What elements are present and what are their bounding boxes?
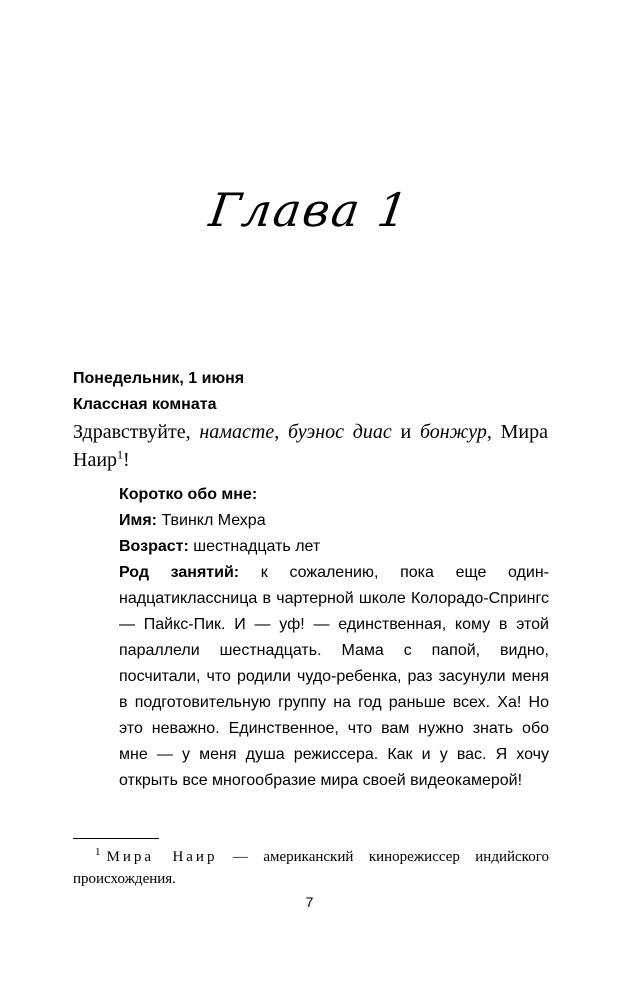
occupation-label: Род занятий:	[119, 564, 240, 581]
greeting-text: , Мира Наир	[73, 421, 548, 471]
greeting-text: ,	[274, 421, 288, 443]
name-value: Твинкл Мехра	[157, 512, 266, 529]
greeting-paragraph	[73, 418, 548, 474]
age-value: шестнадцать лет	[188, 538, 321, 555]
entry-heading	[73, 366, 553, 418]
footnote-text: — американский кинорежиссер индийского происхождения.	[73, 849, 549, 887]
about-me-block	[119, 482, 549, 794]
age-line	[119, 534, 549, 560]
greeting-word-buenos-dias: буэнос диас	[287, 421, 392, 443]
greeting-text: !	[123, 449, 130, 471]
footnote-marker: 1	[95, 846, 101, 858]
name-label: Имя:	[119, 512, 157, 529]
age-label: Возраст:	[119, 538, 189, 555]
entry-date: Понедельник, 1 июня	[73, 370, 245, 387]
entry-place: Классная комната	[73, 396, 217, 413]
greeting-word-bonjour: бонжур	[419, 421, 487, 443]
greeting-text: Здравствуйте,	[73, 421, 200, 443]
page-number: 7	[305, 894, 314, 910]
footnote-name: Мира Наир	[106, 849, 218, 865]
name-line	[119, 508, 549, 534]
greeting-text: и	[391, 421, 420, 443]
footnote-divider	[73, 838, 159, 839]
occupation-paragraph	[119, 560, 549, 794]
footnote	[73, 846, 549, 890]
about-heading-text: Коротко обо мне:	[119, 486, 258, 503]
greeting-word-namaste: намасте	[199, 421, 275, 443]
footnote-reference: 1	[117, 447, 124, 462]
occupation-value: к сожалению, пока еще одиннадцатиклассница в чартерной школе Колорадо-Спрингс — Пайкс-Пик. И — уф! — единственная, кому в этой параллели шестнадцать. Мама с папой, видно, посчитали, что родили чудо-ребенка, раз засунули меня в подготовительную группу на год раньше всех. Ха! Но это неважно. Единственное, что вам нужно знать обо мне — у меня душа режиссера. Как и у вас. Я хочу открыть все многообразие мира своей видеокамерой!	[119, 564, 549, 789]
chapter-title: Глава 1	[206, 183, 413, 237]
about-heading	[119, 482, 549, 508]
